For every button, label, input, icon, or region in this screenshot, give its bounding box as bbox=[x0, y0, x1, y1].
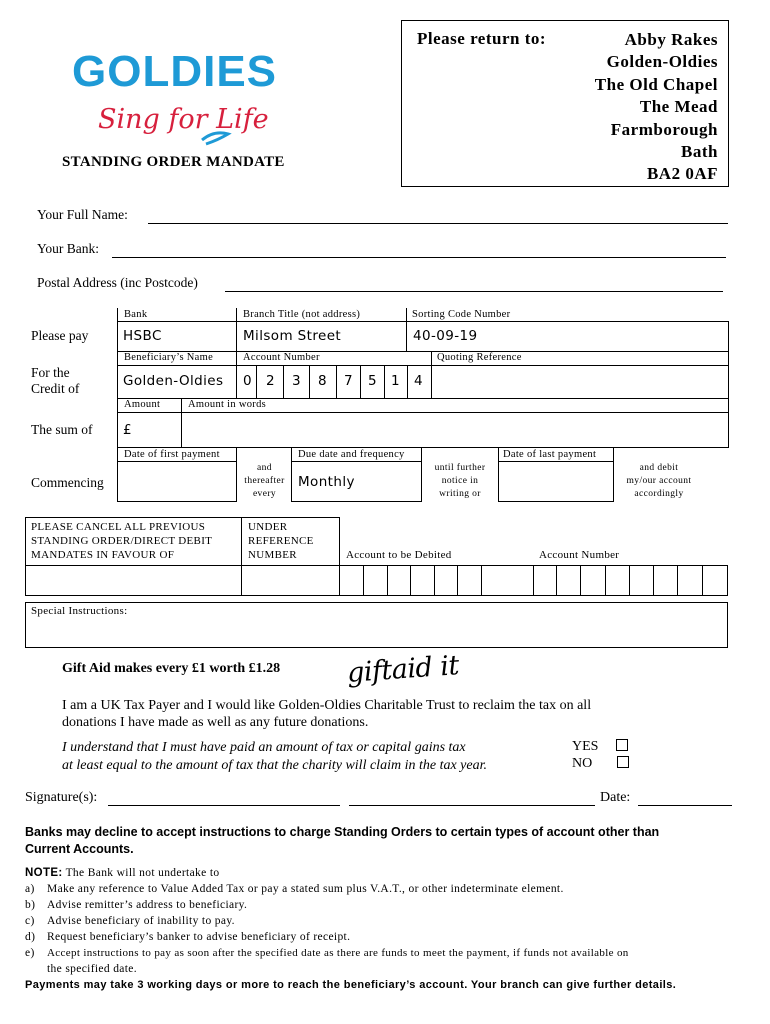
account-debited-label: Account to be Debited bbox=[346, 549, 452, 561]
no-option[interactable] bbox=[572, 756, 629, 772]
yes-option[interactable] bbox=[572, 739, 628, 755]
no-label: NO bbox=[572, 756, 593, 771]
payments-footer: Payments may take 3 working days or more to reach the beneficiary’s account. Your branch can give further details. bbox=[25, 979, 677, 991]
giftaid-logo: giftaid it bbox=[346, 650, 460, 689]
sort-code-header: Sorting Code Number bbox=[412, 309, 511, 320]
and-thereafter-text: and thereafter every bbox=[244, 463, 285, 499]
special-instructions-label: Special Instructions: bbox=[31, 605, 128, 617]
note-item: c) Advise beneficiary of inability to pay. bbox=[25, 915, 235, 927]
goldies-logo-graphic bbox=[70, 44, 310, 154]
for-credit-label-1: For the bbox=[31, 365, 70, 380]
amount-words-header: Amount in words bbox=[188, 399, 266, 410]
address-line: The Mead bbox=[639, 97, 718, 117]
full-name-field[interactable] bbox=[148, 223, 728, 224]
signature-field-1[interactable] bbox=[108, 805, 340, 806]
gift-aid-paragraph: I am a UK Tax Payer and I would like Golden-Oldies Charitable Trust to reclaim the tax on all donations I have made as well as any future donations. bbox=[62, 698, 592, 730]
full-name-label: Your Full Name: bbox=[37, 207, 128, 222]
under-reference-text: UNDER REFERENCE NUMBER bbox=[248, 521, 314, 561]
special-instructions-box[interactable] bbox=[25, 602, 728, 648]
postal-address-label: Postal Address (inc Postcode) bbox=[37, 275, 198, 290]
return-address-box bbox=[401, 20, 729, 187]
for-credit-label-2: Credit of bbox=[31, 381, 80, 396]
quoting-reference-header: Quoting Reference bbox=[437, 352, 522, 363]
please-pay-label: Please pay bbox=[31, 328, 89, 343]
signature-field-2[interactable] bbox=[349, 805, 595, 806]
date-field[interactable] bbox=[638, 805, 732, 806]
gift-aid-headline: Gift Aid makes every £1 worth £1.28 bbox=[62, 661, 281, 676]
bank-header: Bank bbox=[124, 309, 148, 320]
address-line: BA2 0AF bbox=[646, 164, 718, 184]
account-digit[interactable]: 3 bbox=[292, 373, 301, 389]
branch-value[interactable]: Milsom Street bbox=[243, 328, 342, 344]
account-digit[interactable]: 4 bbox=[414, 373, 423, 389]
account-number-header: Account Number bbox=[243, 352, 320, 363]
note-intro: NOTE: The Bank will not undertake to bbox=[25, 867, 220, 879]
sum-of-label: The sum of bbox=[31, 422, 93, 437]
beneficiary-value[interactable]: Golden-Oldies bbox=[123, 373, 224, 389]
logo-singforlife-text: Sing for Life bbox=[98, 104, 269, 135]
first-payment-field[interactable] bbox=[117, 461, 237, 502]
date-label: Date: bbox=[600, 790, 631, 805]
account-digit[interactable]: 2 bbox=[266, 373, 275, 389]
note-item: a) Make any reference to Value Added Tax or pay a stated sum plus V.A.T., or other indeterminate element. bbox=[25, 883, 564, 895]
signature-label: Signature(s): bbox=[25, 790, 98, 805]
branch-header: Branch Title (not address) bbox=[243, 309, 361, 320]
account-digit[interactable]: 5 bbox=[368, 373, 377, 389]
gift-aid-declaration: I understand that I must have paid an amount of tax or capital gains tax at least equal to the amount of tax that the charity will claim in the tax year. bbox=[62, 740, 487, 773]
due-date-value[interactable]: Monthly bbox=[298, 474, 355, 490]
your-bank-label: Your Bank: bbox=[37, 241, 100, 256]
bank-value[interactable]: HSBC bbox=[123, 328, 162, 344]
account-digit[interactable]: 1 bbox=[391, 373, 400, 389]
address-line: Abby Rakes bbox=[624, 30, 718, 49]
logo-goldies-text: GOLDIES bbox=[72, 47, 278, 96]
address-line: The Old Chapel bbox=[594, 74, 718, 94]
first-payment-header: Date of first payment bbox=[124, 449, 220, 460]
form-title: STANDING ORDER MANDATE bbox=[62, 154, 285, 170]
debit-account-text: and debit my/our account accordingly bbox=[626, 463, 692, 499]
bank-note-list bbox=[25, 865, 755, 993]
due-date-header: Due date and frequency bbox=[298, 449, 405, 460]
sort-code-value[interactable]: 40-09-19 bbox=[413, 328, 478, 344]
banks-decline-note: Banks may decline to accept instructions to charge Standing Orders to certain types of account other than Current Accounts. bbox=[25, 825, 660, 856]
until-notice-text: until further notice in writing or bbox=[434, 463, 486, 499]
last-payment-header: Date of last payment bbox=[503, 449, 597, 460]
address-line: Bath bbox=[681, 142, 718, 162]
no-checkbox[interactable] bbox=[617, 756, 629, 768]
postal-address-field[interactable] bbox=[225, 291, 723, 292]
note-item: e) Accept instructions to pay as soon after the specified date as there are funds to meet the payment, if funds not available on bbox=[25, 947, 629, 959]
yes-checkbox[interactable] bbox=[616, 739, 628, 751]
address-line: Farmborough bbox=[610, 119, 718, 139]
yes-label: YES bbox=[572, 739, 599, 754]
return-label: Please return to: bbox=[417, 29, 547, 48]
cancel-mandates-text: PLEASE CANCEL ALL PREVIOUS STANDING ORDER/DIRECT DEBIT MANDATES IN FAVOUR OF bbox=[31, 521, 213, 561]
address-line: Golden-Oldies bbox=[606, 52, 718, 72]
account-digit[interactable]: 8 bbox=[318, 373, 327, 389]
last-payment-field[interactable] bbox=[498, 461, 613, 502]
note-item: b) Advise remitter’s address to beneficiary. bbox=[25, 899, 248, 911]
account-digit[interactable]: 0 bbox=[243, 373, 252, 389]
account-digit[interactable]: 7 bbox=[344, 373, 353, 389]
your-bank-field[interactable] bbox=[112, 257, 726, 258]
cancel-account-number-label: Account Number bbox=[539, 549, 620, 561]
commencing-label: Commencing bbox=[31, 475, 104, 490]
return-address bbox=[595, 29, 718, 186]
note-item-continuation: the specified date. bbox=[47, 963, 137, 975]
note-item: d) Request beneficiary’s banker to advise beneficiary of receipt. bbox=[25, 931, 351, 943]
amount-value[interactable]: £ bbox=[123, 422, 132, 438]
goldies-logo bbox=[70, 44, 310, 154]
amount-header: Amount bbox=[124, 399, 161, 410]
beneficiary-header: Beneficiary’s Name bbox=[124, 352, 214, 363]
